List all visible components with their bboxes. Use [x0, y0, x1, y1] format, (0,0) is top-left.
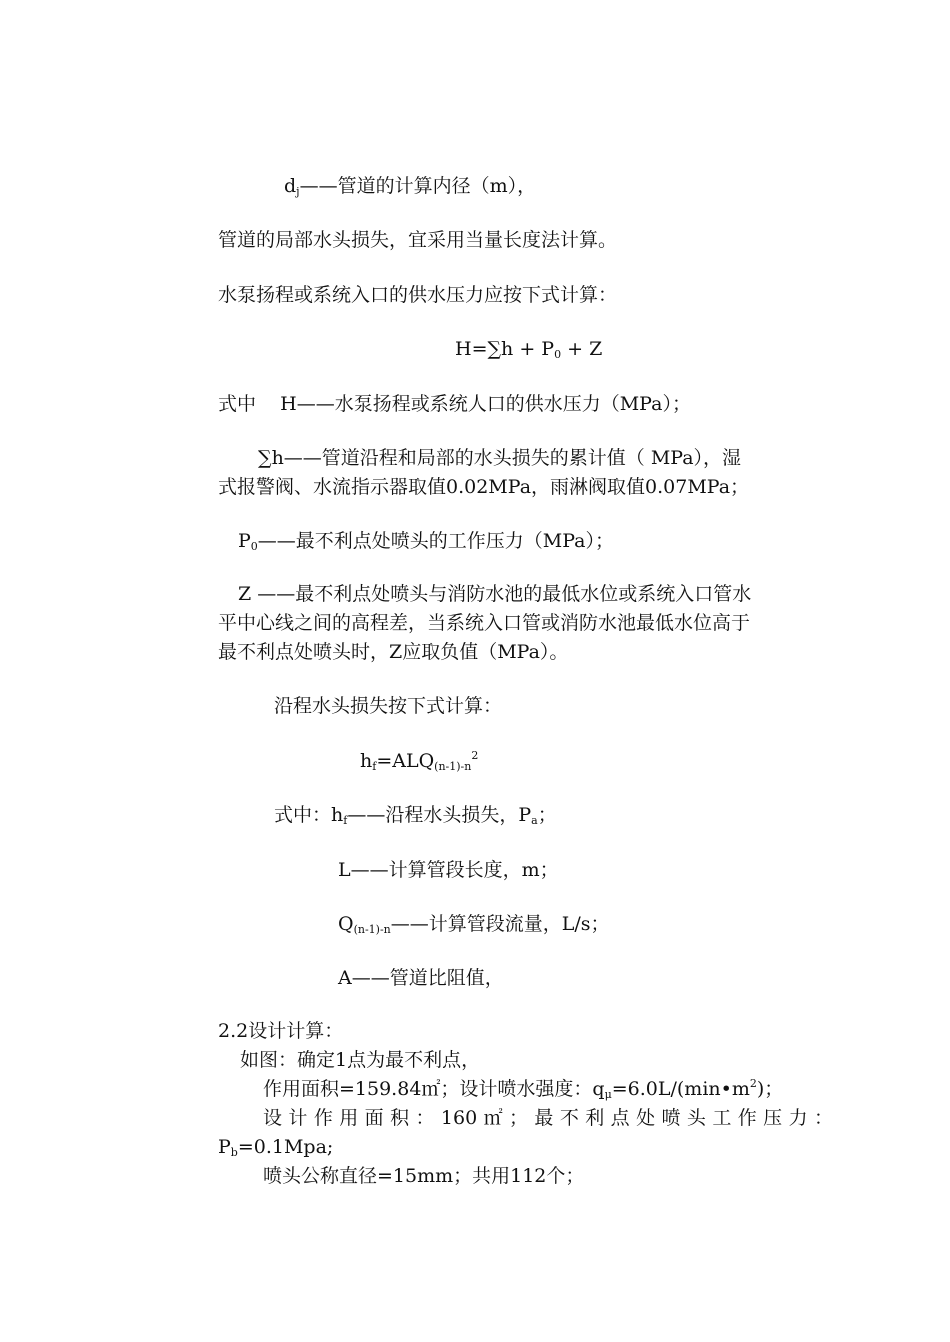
text-segment: )；	[756, 1078, 784, 1100]
text-segment: =0.1Mpa;	[237, 1136, 334, 1158]
line-def-a: A——管道比阻值，	[338, 967, 504, 989]
text-segment: Q	[338, 913, 354, 935]
text-segment: 式中：h	[274, 804, 344, 826]
line-pb	[218, 1135, 333, 1159]
line-nozzle-diameter: 喷头公称直径=15mm；共用112个；	[263, 1165, 585, 1187]
subscript: a	[531, 814, 538, 827]
subscript: 0	[250, 540, 258, 553]
line-def-q	[338, 912, 610, 936]
section-heading-design-calc: 2.2设计计算：	[218, 1020, 344, 1042]
superscript: 2	[471, 749, 479, 762]
line-def-h: 式中 H——水泵扬程或系统人口的供水压力（MPa）；	[218, 393, 691, 415]
text-segment: =6.0L/(min•m	[611, 1078, 750, 1100]
text-segment: ；	[537, 804, 557, 826]
text-segment: ——计算管段流量，L/s；	[390, 913, 610, 935]
subscript: μ	[604, 1088, 612, 1101]
line-def-sum-h-cont: 式报警阀、水流指示器取值0.02MPa，雨淋阀取值0.07MPa；	[218, 476, 750, 498]
line-worst-point: 如图：确定1点为最不利点，	[240, 1049, 481, 1071]
subscript: (n-1)-n	[353, 923, 391, 936]
line-pump-head-intro: 水泵扬程或系统入口的供水压力应按下式计算：	[218, 284, 618, 306]
text-segment: ——管道的计算内径（m），	[299, 175, 537, 197]
line-pipe-diameter	[284, 174, 536, 198]
superscript: 2	[749, 1077, 757, 1090]
line-def-sum-h: ∑h——管道沿程和局部的水头损失的累计值（ MPa），湿	[258, 447, 742, 469]
line-def-z: Z ——最不利点处喷头与消防水池的最低水位或系统入口管水	[238, 583, 752, 605]
text-segment: d	[284, 175, 297, 197]
line-def-z-cont2: 最不利点处喷头时，Z应取负值（MPa）。	[218, 641, 569, 663]
subscript: 0	[554, 348, 562, 361]
text-segment: P	[238, 530, 251, 552]
line-def-l: L——计算管段长度，m；	[338, 859, 559, 881]
line-local-loss: 管道的局部水头损失，宜采用当量长度法计算。	[218, 229, 618, 251]
text-segment: =ALQ	[376, 750, 435, 772]
text-segment: H=∑h + P	[455, 338, 555, 360]
line-area-intensity	[263, 1077, 783, 1101]
line-design-area: 设计作用面积：160㎡；最不利点处喷头工作压力：	[263, 1107, 833, 1129]
line-friction-intro: 沿程水头损失按下式计算：	[274, 695, 503, 717]
formula-friction-loss	[360, 749, 478, 773]
text-segment: ——沿程水头损失，P	[347, 804, 532, 826]
text-segment: ——最不利点处喷头的工作压力（MPa）；	[257, 530, 615, 552]
subscript: f	[343, 814, 348, 827]
line-def-p0	[238, 529, 614, 553]
subscript: f	[372, 760, 377, 773]
text-segment: 作用面积=159.84㎡；设计喷水强度：q	[263, 1078, 605, 1100]
text-segment: h	[360, 750, 373, 772]
subscript: b	[230, 1146, 238, 1159]
subscript: (n-1)-n	[434, 760, 472, 773]
line-def-hf	[274, 803, 557, 827]
text-segment: P	[218, 1136, 231, 1158]
formula-pump-head	[455, 337, 602, 361]
line-def-z-cont1: 平中心线之间的高程差，当系统入口管或消防水池最低水位高于	[218, 612, 751, 634]
text-segment: + Z	[561, 338, 603, 360]
subscript: j	[296, 185, 300, 198]
